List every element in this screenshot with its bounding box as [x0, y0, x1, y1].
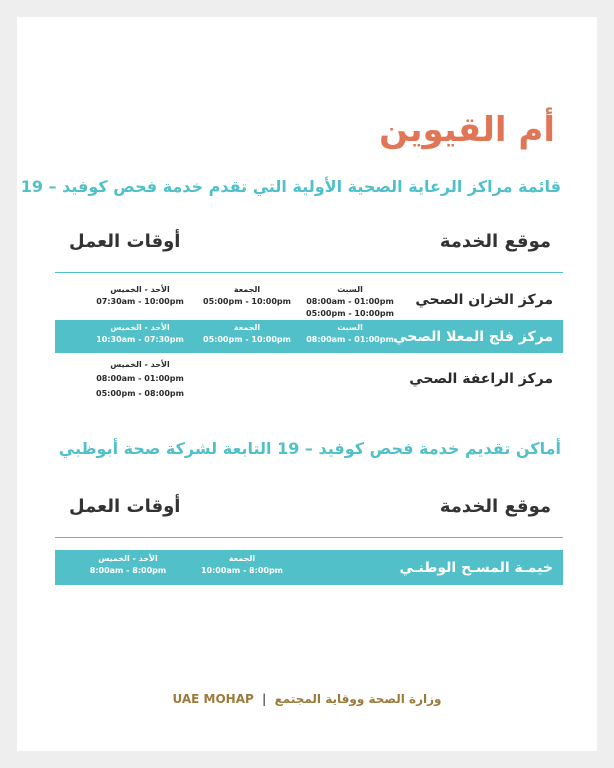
hours-value: 05:00pm - 10:00pm — [306, 309, 394, 318]
saturday-slot — [295, 322, 405, 346]
day-label: الأحد - الخميس — [110, 285, 170, 294]
section2-title: أماكن تقديم خدمة فحص كوفيد – 19 التابعة لشركة صحة أبوظبي — [58, 439, 561, 458]
weekday-slot — [85, 284, 195, 308]
hours-value: 05:00pm - 10:00pm — [203, 297, 291, 306]
hours-value: 08:00am - 01:00pm — [306, 335, 394, 344]
friday-slot — [187, 553, 297, 577]
hours-value: 8:00am - 8:00pm — [89, 566, 167, 575]
footer-english: UAE MOHAP — [172, 692, 254, 706]
header-divider — [55, 537, 563, 538]
center-row — [55, 279, 563, 321]
schedule-card — [17, 17, 597, 751]
section1-title: قائمة مراكز الرعاية الصحية الأولية التي تقدم خدمة فحص كوفيد – 19 — [20, 177, 561, 196]
hours-header: أوقات العمل — [69, 496, 181, 517]
saturday-slot — [295, 284, 405, 320]
hours-header: أوقات العمل — [69, 231, 181, 252]
hours-value: 08:00am - 01:00pm — [96, 374, 184, 383]
hours-value: 10:30am - 07:30pm — [96, 335, 184, 344]
day-label: السبت — [337, 323, 363, 332]
day-label: الجمعة — [228, 554, 256, 563]
friday-slot — [192, 322, 302, 346]
location-header: موقع الخدمة — [439, 496, 551, 517]
friday-slot — [192, 284, 302, 308]
day-label: الجمعة — [233, 323, 261, 332]
center-row — [55, 550, 563, 585]
day-label: السبت — [337, 285, 363, 294]
center-name: مركز الراعفة الصحي — [409, 371, 553, 387]
hours-value: 05:00pm - 10:00pm — [203, 335, 291, 344]
weekday-slot — [85, 322, 195, 346]
hours-value: 10:00am - 8:00pm — [200, 566, 284, 575]
weekday-slot — [73, 553, 183, 577]
hours-value: 07:30am - 10:00pm — [96, 297, 184, 306]
day-label: الأحد - الخميس — [98, 554, 158, 563]
center-name: مركز فلج المعلا الصحي — [393, 328, 553, 345]
hours-value: 05:00pm - 08:00pm — [96, 389, 184, 398]
city-title: أم القيوين — [379, 110, 555, 150]
footer-separator: | — [262, 692, 267, 706]
center-row — [55, 320, 563, 353]
center-name: خيمـة المسـح الوطنـي — [399, 559, 553, 576]
ministry-footer — [17, 692, 597, 706]
day-label: الجمعة — [233, 285, 261, 294]
day-label: الأحد - الخميس — [110, 360, 170, 369]
location-header: موقع الخدمة — [439, 231, 551, 252]
center-row — [55, 357, 563, 407]
hours-value: 08:00am - 01:00pm — [306, 297, 394, 306]
center-name: مركز الخزان الصحي — [415, 292, 553, 308]
day-label: الأحد - الخميس — [110, 323, 170, 332]
header-divider — [55, 272, 563, 273]
footer-arabic: وزارة الصحة ووقاية المجتمع — [274, 692, 442, 706]
weekday-slot — [85, 359, 195, 401]
